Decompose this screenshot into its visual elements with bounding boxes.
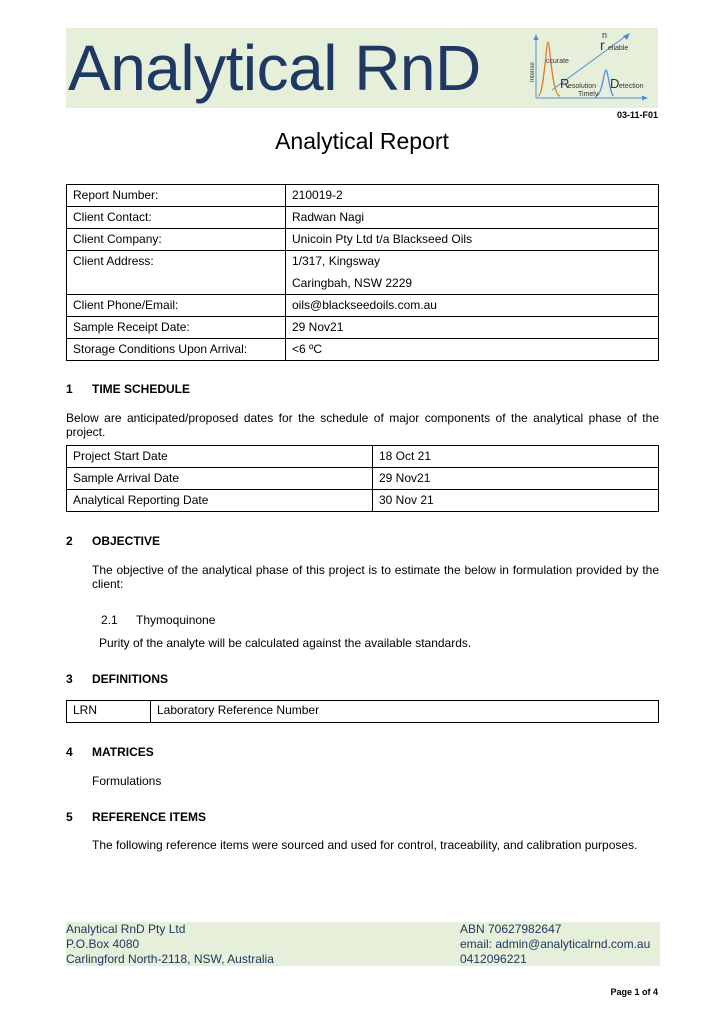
- section-title: DEFINITIONS: [92, 672, 169, 686]
- svg-text:Timely: Timely: [578, 91, 599, 98]
- section-number: 3: [66, 672, 73, 686]
- schedule-date: 30 Nov 21: [373, 490, 659, 512]
- info-value: Unicoin Pty Ltd t/a Blackseed Oils: [286, 229, 659, 251]
- svg-text:D: D: [610, 76, 620, 91]
- svg-text:r: r: [600, 37, 605, 53]
- svg-text:etection: etection: [619, 83, 644, 90]
- info-label: Sample Receipt Date:: [67, 317, 286, 339]
- schedule-date: 18 Oct 21: [373, 446, 659, 468]
- info-label: Client Address:: [67, 251, 286, 295]
- section-number: 5: [66, 810, 73, 824]
- section-title: OBJECTIVE: [92, 534, 161, 548]
- address-line-1: 1/317, Kingsway: [292, 254, 381, 268]
- info-label: Client Phone/Email:: [67, 295, 286, 317]
- chromatogram-logo-icon: [526, 30, 658, 106]
- subsection-text: Thymoquinone: [136, 613, 216, 627]
- section-number: 4: [66, 745, 73, 759]
- purity-note: Purity of the analyte will be calculated against the available standards.: [99, 636, 472, 650]
- table-row: [67, 339, 659, 361]
- section-title: TIME SCHEDULE: [92, 382, 191, 396]
- definition-meaning: Laboratory Reference Number: [151, 701, 659, 723]
- footer-phone: 0412096221: [460, 952, 527, 966]
- table-row: [67, 701, 659, 723]
- table-row: [67, 207, 659, 229]
- table-row: [67, 229, 659, 251]
- table-row: [67, 446, 659, 468]
- info-value: <6 ºC: [286, 339, 659, 361]
- schedule-label: Project Start Date: [67, 446, 373, 468]
- section-text: Below are anticipated/proposed dates for the schedule of major components of the analytical phase of the project.: [66, 411, 659, 439]
- section-title: REFERENCE ITEMS: [92, 810, 207, 824]
- info-value: oils@blackseedoils.com.au: [286, 295, 659, 317]
- svg-text:n: n: [602, 30, 608, 40]
- schedule-label: Analytical Reporting Date: [67, 490, 373, 512]
- table-row: [67, 185, 659, 207]
- info-label: Client Company:: [67, 229, 286, 251]
- svg-text:Intense: Intense: [530, 62, 536, 82]
- footer-email: email: admin@analyticalrnd.com.au: [460, 937, 651, 951]
- report-info-table: [66, 184, 659, 361]
- brand-logo-text: Analytical RnD: [68, 32, 481, 104]
- schedule-date: 29 Nov21: [373, 468, 659, 490]
- footer-company: Analytical RnD Pty Ltd: [66, 922, 186, 936]
- table-row: [67, 468, 659, 490]
- table-row: [67, 317, 659, 339]
- svg-text:esolution: esolution: [568, 83, 597, 90]
- info-label: Client Contact:: [67, 207, 286, 229]
- address-line-2: Caringbah, NSW 2229: [292, 276, 413, 290]
- document-code: 03-11-F01: [616, 110, 658, 120]
- footer-po-box: P.O.Box 4080: [66, 937, 140, 951]
- definitions-table: [66, 700, 659, 723]
- subsection-number: 2.1: [101, 613, 118, 627]
- svg-text:R: R: [560, 76, 570, 91]
- info-value: 210019-2: [286, 185, 659, 207]
- footer-address: Carlingford North-2118, NSW, Australia: [66, 952, 274, 966]
- table-row: [67, 251, 659, 295]
- section-text: Formulations: [92, 774, 162, 788]
- table-row: [67, 295, 659, 317]
- info-value: Radwan Nagi: [286, 207, 659, 229]
- schedule-table: [66, 445, 659, 512]
- footer-abn: ABN 70627982647: [460, 922, 562, 936]
- schedule-label: Sample Arrival Date: [67, 468, 373, 490]
- info-label: Report Number:: [67, 185, 286, 207]
- svg-text:eliable: eliable: [608, 45, 629, 52]
- page-number: Page 1 of 4: [610, 987, 658, 997]
- svg-text:ccurate: ccurate: [546, 58, 569, 65]
- page-title: Analytical Report: [275, 128, 449, 154]
- info-value-address: [286, 251, 659, 295]
- section-text: The following reference items were sourced and used for control, traceability, and calibration purposes.: [92, 838, 638, 852]
- info-value: 29 Nov21: [286, 317, 659, 339]
- section-title: MATRICES: [92, 745, 154, 759]
- definition-term: LRN: [67, 701, 151, 723]
- section-number: 2: [66, 534, 73, 548]
- section-text: The objective of the analytical phase of this project is to estimate the below in formulation provided by the client:: [92, 563, 659, 591]
- section-number: 1: [66, 382, 73, 396]
- table-row: [67, 490, 659, 512]
- info-label: Storage Conditions Upon Arrival:: [67, 339, 286, 361]
